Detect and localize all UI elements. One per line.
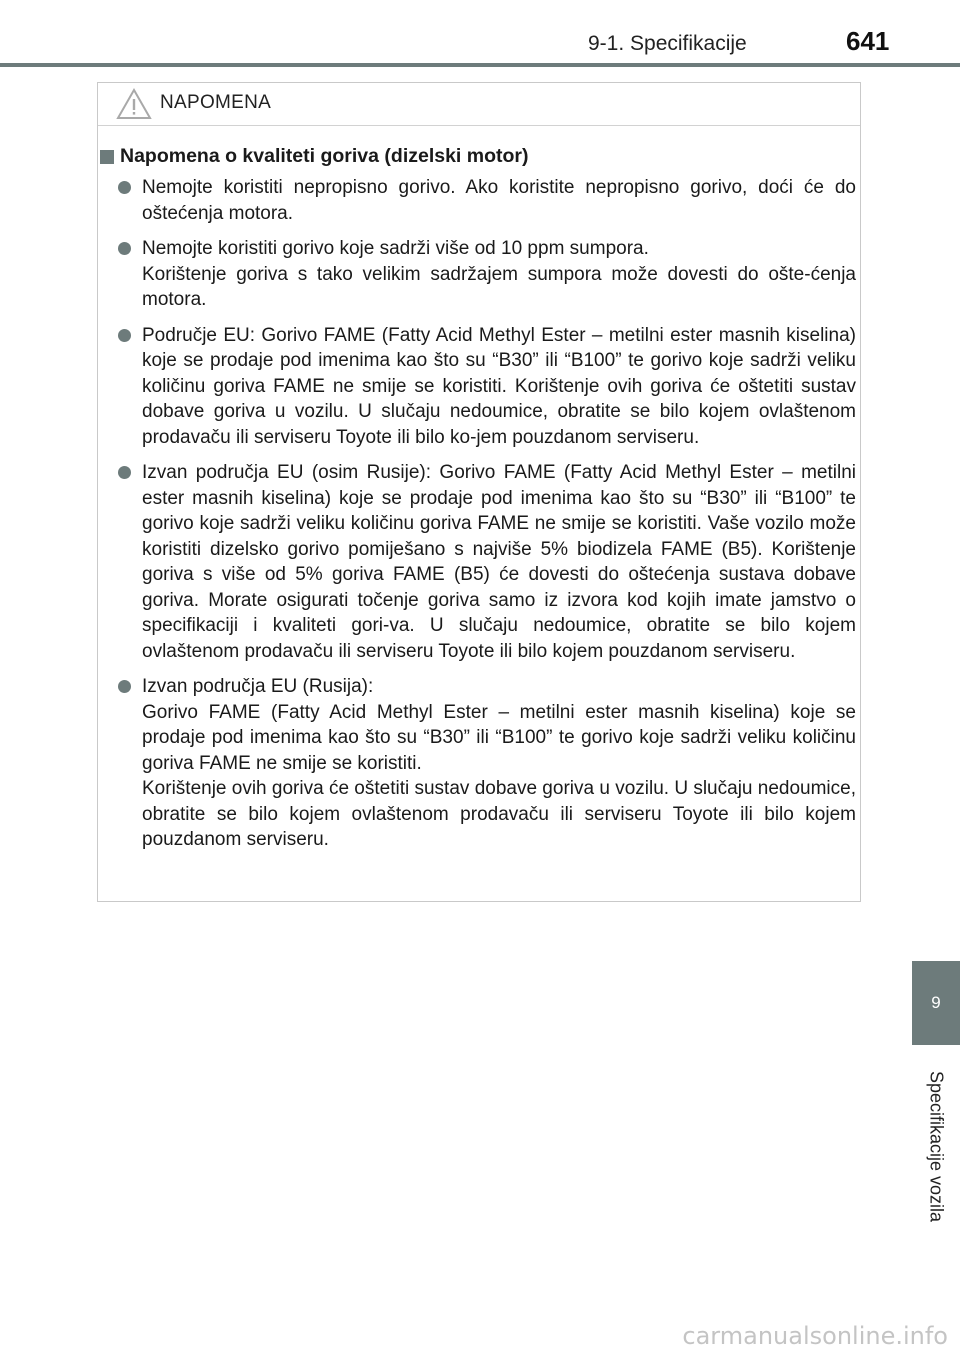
header-divider <box>0 63 960 67</box>
list-item-text: Nemojte koristiti nepropisno gorivo. Ako koristite nepropisno gorivo, doći će do oštećenja motora. <box>142 177 856 224</box>
square-bullet-icon <box>100 150 114 164</box>
note-title <box>100 145 529 168</box>
note-label: NAPOMENA <box>160 92 272 113</box>
list-item-text: Gorivo FAME (Fatty Acid Methyl Ester – metilni ester masnih kiselina) koje se prodaje pod imenima kao što su “B30” ili “B100” te gorivo koje sadrži veliku količinu goriva FAME ne smije se koristiti. <box>142 701 856 774</box>
page-number: 641 <box>846 26 890 56</box>
section-title: 9-1. Specifikacije <box>588 32 747 55</box>
list-item-text: Izvan područja EU (osim Rusije): Gorivo FAME (Fatty Acid Methyl Ester – metilni ester masnih kiselina) koje se prodaje pod imenima kao što su “B30” ili “B100” te gorivo koje sadrži veliku količinu goriva FAME ne smije se koristiti. Vaše vozilo može koristiti dizelsko gorivo pomiješano s najviše 5% biodizela FAME (B5). Korištenje goriva s više od 5% goriva FAME (B5) će dovesti do oštećenja sustava dobave goriva. Morate osigurati točenje goriva samo iz izvora kod kojih imate jamstvo o specifikaciji i kvaliteti gori-va. U slučaju nedoumice, obratite se bilo kojem ovlaštenom prodavaču ili serviseru Toyote ili bilo kojem pouzdanom serviseru. <box>142 462 856 662</box>
list-item <box>114 460 856 664</box>
list-item <box>114 323 856 451</box>
note-header <box>98 83 860 126</box>
chapter-title <box>913 1052 959 1242</box>
circle-bullet-icon <box>118 181 131 194</box>
list-item-text: Korištenje goriva s tako velikim sadržajem sumpora može dovesti do ošte-ćenja motora. <box>142 263 856 310</box>
circle-bullet-icon <box>118 242 131 255</box>
chapter-title-text: Specifikacije vozila <box>926 1071 947 1223</box>
list-item-text: Korištenje ovih goriva će oštetiti sustav dobave goriva u vozilu. U slučaju nedoumice, obratite se bilo kojem ovlaštenom prodavaču ili serviseru Toyote ili bilo kojem pouzdanom serviseru. <box>142 778 856 850</box>
note-title-text: Napomena o kvaliteti goriva (dizelski motor) <box>120 145 529 167</box>
list-item-text: Područje EU: Gorivo FAME (Fatty Acid Methyl Ester – metilni ester masnih kiselina) koje se prodaje pod imenima kao što su “B30” ili “B100” te gorivo koje sadrži veliku količinu goriva FAME ne smije se koristiti. Korištenje ovih goriva će oštetiti sustav dobave goriva u vozilu. U slučaju nedoumice, obratite se bilo kojem ovlaštenom prodavaču ili serviseru Toyote ili bilo ko-jem pouzdanom serviseru. <box>142 324 856 448</box>
circle-bullet-icon <box>118 466 131 479</box>
list-item <box>114 175 856 226</box>
watermark: carmanualsonline.info <box>682 1322 948 1350</box>
warning-triangle-icon <box>116 87 152 121</box>
circle-bullet-icon <box>118 680 131 693</box>
bullet-list <box>114 175 856 863</box>
list-item <box>114 236 856 313</box>
list-item-text: Nemojte koristiti gorivo koje sadrži više od 10 ppm sumpora. <box>142 238 649 259</box>
list-item <box>114 674 856 853</box>
chapter-tab: 9 <box>912 961 960 1045</box>
list-item-text: Izvan područja EU (Rusija): <box>142 676 374 697</box>
note-box <box>97 82 861 902</box>
circle-bullet-icon <box>118 329 131 342</box>
